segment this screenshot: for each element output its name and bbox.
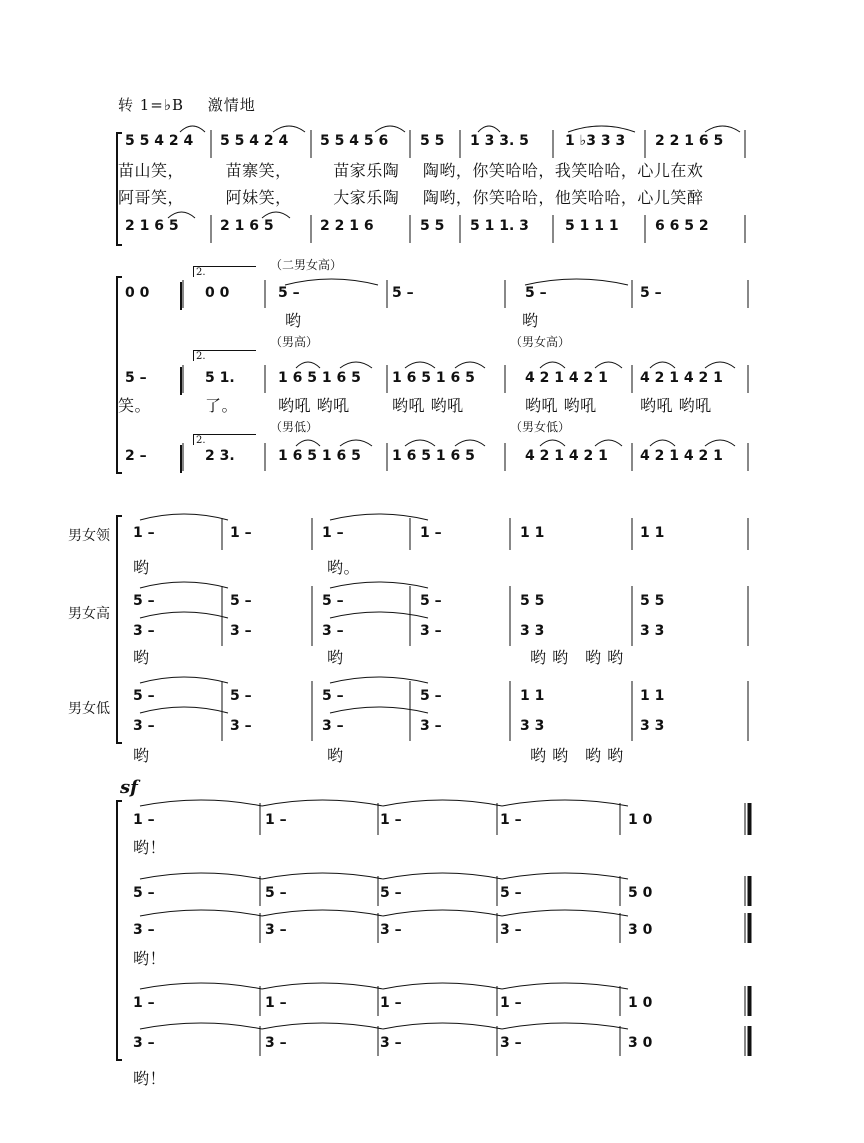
measure-notes: 1 – <box>420 525 442 541</box>
slur <box>478 126 500 132</box>
lyric: 哟。 <box>327 558 361 577</box>
slur <box>340 440 372 446</box>
measure-notes: 3 3 <box>640 718 665 734</box>
slur <box>140 612 228 618</box>
lyric: 阿妹笑， <box>225 188 292 207</box>
measure-notes: 6 6 5 2 <box>655 218 709 234</box>
slur <box>502 983 628 989</box>
measure-notes: 3 – <box>230 623 252 639</box>
lyric: 哟 <box>133 746 150 765</box>
measure-notes: 1 6 5 1 6 5 <box>278 370 361 386</box>
slur <box>273 126 305 132</box>
slur <box>140 800 262 806</box>
volta-bracket: 2. <box>193 266 256 277</box>
slur <box>540 440 565 446</box>
measure-notes: 5 – <box>392 285 414 301</box>
lyric: 哟 <box>327 746 344 765</box>
measure-notes: 3 – <box>500 922 522 938</box>
slur <box>262 983 383 989</box>
measure-notes: 1 – <box>500 995 522 1011</box>
measure-notes: 3 – <box>322 718 344 734</box>
measure-notes: 5 5 <box>420 133 445 149</box>
measure-notes: 5 – <box>133 885 155 901</box>
slur <box>650 362 675 368</box>
measure-notes: 1 – <box>322 525 344 541</box>
slur <box>296 362 320 368</box>
slur <box>140 677 228 683</box>
measure-notes: 1 – <box>380 995 402 1011</box>
measure-notes: 3 – <box>133 922 155 938</box>
slur <box>705 126 740 132</box>
measure-notes: 5 – <box>265 885 287 901</box>
lyric: 阿哥笑， <box>118 188 185 207</box>
measure-notes: 5 5 4 2 4 <box>125 133 194 149</box>
lyric: 苗家乐陶 <box>333 161 400 180</box>
slur <box>262 873 383 879</box>
measure-notes: 3 0 <box>628 1035 653 1051</box>
measure-notes: 5 – <box>420 593 442 609</box>
volta-bracket: 2. <box>193 350 256 361</box>
lyric: 哟 <box>327 648 344 667</box>
slur <box>650 440 675 446</box>
slur <box>330 677 428 683</box>
slur <box>340 362 372 368</box>
measure-notes: 3 – <box>420 718 442 734</box>
slur <box>705 362 735 368</box>
lyric: 哟 哟 <box>530 746 569 765</box>
label-male-low: （男低） <box>270 420 319 434</box>
slur <box>285 279 378 285</box>
slur <box>262 910 383 916</box>
slur <box>568 126 635 132</box>
measure-notes: 1 0 <box>628 812 653 828</box>
measure-notes: 5 – <box>133 593 155 609</box>
measure-notes: 3 – <box>265 922 287 938</box>
measure-notes: 1 1 <box>640 525 665 541</box>
lyric: 哟 哟 <box>585 746 624 765</box>
slur <box>383 910 502 916</box>
voice-label-high: 男女高 <box>68 606 110 622</box>
slur <box>455 440 485 446</box>
slur <box>262 1023 383 1029</box>
lyric: 了。 <box>205 396 239 415</box>
measure-notes: 5 0 <box>628 885 653 901</box>
lyric: 哟 哟 <box>530 648 569 667</box>
measure-notes: 2 1 6 5 <box>125 218 179 234</box>
voice-label-low: 男女低 <box>68 701 110 717</box>
measure-notes: 3 – <box>265 1035 287 1051</box>
measure-notes: 1 – <box>265 995 287 1011</box>
measure-notes: 3 – <box>133 718 155 734</box>
measure-notes: 1 – <box>380 812 402 828</box>
slur <box>296 440 320 446</box>
measure-notes: 3 3 <box>640 623 665 639</box>
measure-notes: 5 5 <box>420 218 445 234</box>
lyric: 哟 <box>285 311 302 330</box>
slur <box>140 707 228 713</box>
slur <box>140 1023 262 1029</box>
measure-notes: 3 – <box>230 718 252 734</box>
slur <box>502 1023 628 1029</box>
measure-notes: 5 – <box>125 370 147 386</box>
measure-notes: 2 3. <box>205 448 235 464</box>
measure-notes: 5 – <box>230 688 252 704</box>
measure-notes: 1 1 <box>640 688 665 704</box>
measure-notes: 5 – <box>322 593 344 609</box>
lyric: 哟 <box>522 311 539 330</box>
voice-label-lead: 男女领 <box>68 528 110 544</box>
measure-notes: 3 – <box>380 922 402 938</box>
measure-notes: 3 – <box>322 623 344 639</box>
measure-notes: 1 – <box>133 812 155 828</box>
measure-notes: 1 1 <box>520 688 545 704</box>
slur <box>502 800 628 806</box>
measure-notes: 5 – <box>322 688 344 704</box>
measure-notes: 3 – <box>133 1035 155 1051</box>
label-two-male-female-high: （二男女高） <box>270 258 343 272</box>
lyric: 大家乐陶 <box>333 188 400 207</box>
measure-notes: 2 2 1 6 5 <box>655 133 724 149</box>
measure-notes: 5 5 4 2 4 <box>220 133 289 149</box>
lyric: 哟！ <box>133 949 167 968</box>
measure-notes: 3 – <box>380 1035 402 1051</box>
label-male-female-high: （男女高） <box>510 335 571 349</box>
dynamic-sforzando: sf <box>120 777 138 798</box>
slur <box>168 212 195 218</box>
measure-notes: 2 2 1 6 <box>320 218 374 234</box>
measure-notes: 5 – <box>230 593 252 609</box>
measure-notes: 4 2 1 4 2 1 <box>525 370 608 386</box>
lyric: 苗寨笑， <box>225 161 292 180</box>
slur <box>140 910 262 916</box>
slur <box>140 873 262 879</box>
slur <box>455 362 485 368</box>
slur <box>262 212 290 218</box>
measure-notes: 1 – <box>500 812 522 828</box>
measure-notes: 1 – <box>133 525 155 541</box>
measure-notes: 1 1 <box>520 525 545 541</box>
measure-notes: 1 ♭3 3 3 <box>565 133 626 149</box>
lyric: 陶哟，你笑哈哈，他笑哈哈，心儿笑醉 <box>422 188 704 207</box>
measure-notes: 3 – <box>500 1035 522 1051</box>
measure-notes: 5 – <box>278 285 300 301</box>
slur <box>140 983 262 989</box>
measure-notes: 1 – <box>133 995 155 1011</box>
slur <box>595 440 622 446</box>
slur <box>375 126 405 132</box>
key-signature: 转 1=♭B <box>118 96 184 114</box>
measure-notes: 1 – <box>230 525 252 541</box>
slur <box>502 873 628 879</box>
label-male-female-low: （男女低） <box>510 420 571 434</box>
measure-notes: 1 0 <box>628 995 653 1011</box>
slur <box>383 873 502 879</box>
measure-notes: 0 0 <box>205 285 230 301</box>
measure-notes: 1 3 3. 5 <box>470 133 529 149</box>
measure-notes: 3 – <box>133 623 155 639</box>
measure-notes: 2 – <box>125 448 147 464</box>
lyric: 哟吼 哟吼 <box>640 396 712 415</box>
lyric: 苗山笑， <box>118 161 185 180</box>
slur <box>595 362 622 368</box>
measure-notes: 5 5 <box>520 593 545 609</box>
measure-notes: 2 1 6 5 <box>220 218 274 234</box>
measure-notes: 5 1 1 1 <box>565 218 619 234</box>
expression-mark: 激情地 <box>207 96 256 114</box>
slur <box>330 612 428 618</box>
measure-notes: 4 2 1 4 2 1 <box>640 448 723 464</box>
slur <box>383 800 502 806</box>
slur <box>383 1023 502 1029</box>
label-male-high: （男高） <box>270 335 319 349</box>
measure-notes: 5 1 1. 3 <box>470 218 529 234</box>
lyric: 哟！ <box>133 838 167 857</box>
measure-notes: 1 – <box>265 812 287 828</box>
volta-bracket: 2. <box>193 434 256 445</box>
measure-notes: 1 6 5 1 6 5 <box>278 448 361 464</box>
measure-notes: 3 3 <box>520 718 545 734</box>
lyric: 哟 <box>133 558 150 577</box>
measure-notes: 4 2 1 4 2 1 <box>525 448 608 464</box>
slur <box>140 582 228 588</box>
measure-notes: 5 – <box>380 885 402 901</box>
measure-notes: 3 0 <box>628 922 653 938</box>
slur <box>705 440 735 446</box>
slur <box>405 362 435 368</box>
slur <box>502 910 628 916</box>
lyric: 哟吼 哟吼 <box>278 396 350 415</box>
measure-notes: 5 – <box>420 688 442 704</box>
slur <box>330 514 428 520</box>
lyric: 哟！ <box>133 1069 167 1088</box>
measure-notes: 1 6 5 1 6 5 <box>392 370 475 386</box>
lyric: 哟 哟 <box>585 648 624 667</box>
measure-notes: 3 3 <box>520 623 545 639</box>
measure-notes: 5 – <box>133 688 155 704</box>
slur <box>330 707 428 713</box>
slur <box>383 983 502 989</box>
lyric: 陶哟，你笑哈哈，我笑哈哈，心儿在欢 <box>422 161 704 180</box>
measure-notes: 5 1. <box>205 370 235 386</box>
slur <box>540 362 565 368</box>
slur <box>525 279 628 285</box>
lyric: 笑。 <box>118 396 152 415</box>
lyric: 哟吼 哟吼 <box>392 396 464 415</box>
measure-notes: 5 – <box>640 285 662 301</box>
lyric: 哟吼 哟吼 <box>525 396 597 415</box>
measure-notes: 5 – <box>525 285 547 301</box>
slur <box>262 800 383 806</box>
slur <box>405 440 435 446</box>
measure-notes: 5 – <box>500 885 522 901</box>
measure-notes: 3 – <box>420 623 442 639</box>
measure-notes: 5 5 <box>640 593 665 609</box>
measure-notes: 5 5 4 5 6 <box>320 133 389 149</box>
measure-notes: 4 2 1 4 2 1 <box>640 370 723 386</box>
measure-notes: 0 0 <box>125 285 150 301</box>
slur <box>180 126 205 132</box>
slur <box>140 514 228 520</box>
lyric: 哟 <box>133 648 150 667</box>
slur <box>330 582 428 588</box>
measure-notes: 1 6 5 1 6 5 <box>392 448 475 464</box>
